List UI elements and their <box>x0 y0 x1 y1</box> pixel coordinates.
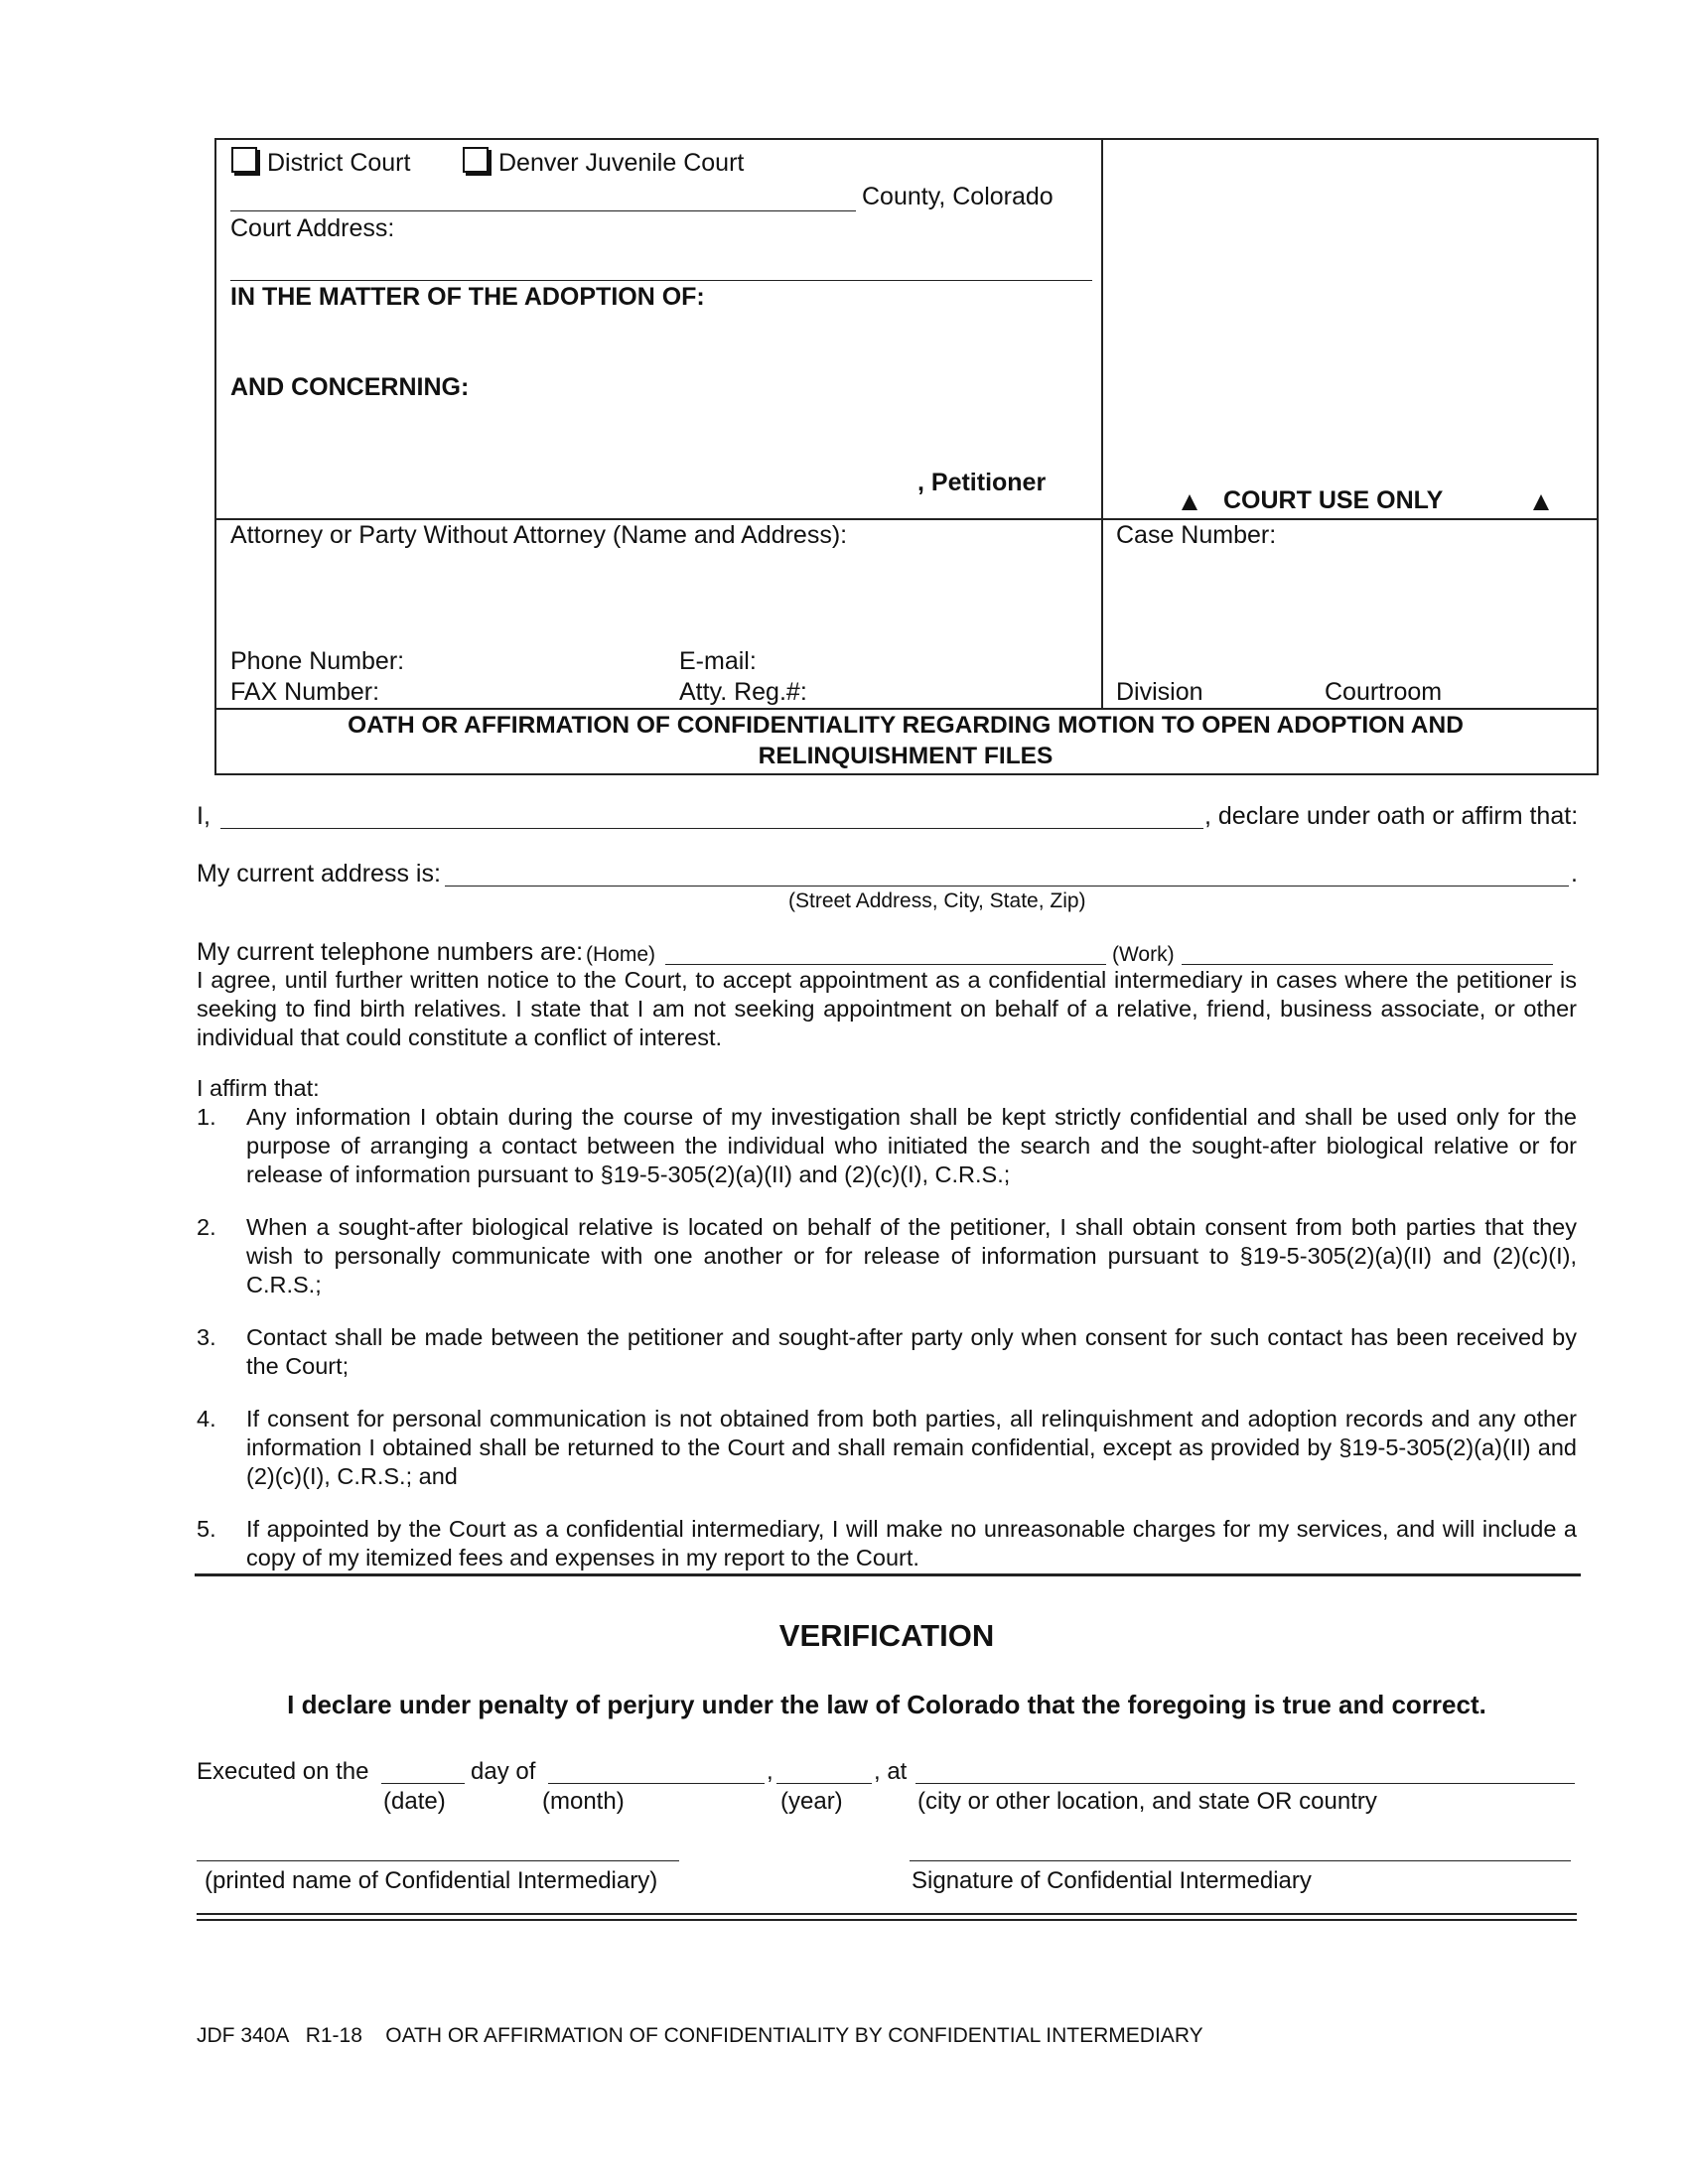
petitioner-label: , Petitioner <box>917 469 1047 496</box>
location-hint: (city or other location, and state OR country <box>917 1788 1377 1815</box>
denver-juvenile-court-checkbox[interactable] <box>463 147 489 173</box>
month-comma: , <box>767 1758 774 1785</box>
court-address-label: Court Address: <box>230 214 395 242</box>
attorney-label: Attorney or Party Without Attorney (Name and Address): <box>230 521 848 549</box>
atty-reg-label: Atty. Reg.#: <box>679 678 807 706</box>
printed-name-hint: (printed name of Confidential Intermediary) <box>205 1867 658 1894</box>
location-line[interactable] <box>915 1783 1575 1784</box>
address-hint: (Street Address, City, State, Zip) <box>788 889 1086 912</box>
county-name-line[interactable] <box>230 210 856 211</box>
date-line[interactable] <box>381 1783 465 1784</box>
declare-label: , declare under oath or affirm that: <box>1204 802 1579 830</box>
court-option-district[interactable]: District Court <box>231 147 410 178</box>
work-phone-line[interactable] <box>1182 964 1553 965</box>
item-4-text: If consent for personal communication is not obtained from both parties, all relinquishment and adoption records and any other information I obtained shall be returned to the Court and shall remain confidential, except as provided by §19-5-305(2)(a)(II) and (2)(c)(I), C.R.S.; and <box>246 1406 1577 1489</box>
declarant-name-line[interactable] <box>220 828 1203 829</box>
month-line[interactable] <box>548 1783 765 1784</box>
court-use-only-label: COURT USE ONLY <box>1223 486 1444 514</box>
affirm-label: I affirm that: <box>197 1075 320 1101</box>
signature-hint: Signature of Confidential Intermediary <box>912 1867 1312 1894</box>
caption-divider-row1 <box>214 518 1597 520</box>
work-label: (Work) <box>1112 943 1175 966</box>
form-title-line2: RELINQUISHMENT FILES <box>758 743 1054 769</box>
address-line[interactable] <box>445 886 1569 887</box>
verification-declaration: I declare under penalty of perjury under the law of Colorado that the foregoing is true and correct. <box>287 1690 1486 1719</box>
case-number-label: Case Number: <box>1116 521 1277 549</box>
item-5-number: 5. <box>197 1516 216 1542</box>
court-address-line[interactable] <box>230 280 1092 281</box>
courtroom-label: Courtroom <box>1325 678 1443 706</box>
address-label: My current address is: <box>197 860 441 887</box>
at-label: , at <box>874 1758 908 1785</box>
caption-divider-vertical <box>1101 138 1103 708</box>
item-1-text: Any information I obtain during the course of my investigation shall be kept strictly confidential and shall be used only for the purpose of arranging a contact between the individual who initiated the search and the sought-after biological relative or for release of information pursuant to §19-5-305(2)(a)(II) and (2)(c)(I), C.R.S.; <box>246 1104 1577 1187</box>
phone-number-label: Phone Number: <box>230 647 405 675</box>
double-rule-bottom <box>197 1919 1577 1921</box>
item-1-number: 1. <box>197 1104 216 1130</box>
item-5-text: If appointed by the Court as a confidential intermediary, I will make no unreasonable charges for my services, and will include a copy of my itemized fees and expenses in my report to the Court. <box>246 1516 1577 1570</box>
item-4-number: 4. <box>197 1406 216 1432</box>
item-2-text: When a sought-after biological relative is located on behalf of the petitioner, I shall obtain consent from both parties that they wish to personally communicate with one another or for release of information pursuant to §19-5-305(2)(a)(II) and (2)(c)(I), C.R.S.; <box>246 1214 1577 1297</box>
item-2-number: 2. <box>197 1214 216 1240</box>
division-label: Division <box>1116 678 1203 706</box>
signature-line[interactable] <box>910 1860 1571 1861</box>
verification-heading: VERIFICATION <box>778 1618 995 1653</box>
form-footer: JDF 340A R1-18 OATH OR AFFIRMATION OF CONFIDENTIALITY BY CONFIDENTIAL INTERMEDIARY <box>197 2024 1203 2047</box>
and-concerning-label: AND CONCERNING: <box>230 373 470 401</box>
declarant-prefix: I, <box>197 802 211 830</box>
email-label: E-mail: <box>679 647 757 675</box>
agree-paragraph: I agree, until further written notice to the Court, to accept appointment as a confidential intermediary in cases where the petitioner is seeking to find birth relatives. I state that I am not seeking appointment on behalf of a relative, friend, business associate, or other individual that could constitute a conflict of interest. <box>197 967 1577 1050</box>
up-arrow-icon <box>1533 494 1549 510</box>
phone-label: My current telephone numbers are: <box>197 938 584 966</box>
up-arrow-icon <box>1182 494 1197 510</box>
item-3-text: Contact shall be made between the petitioner and sought-after party only when consent for such contact has been received by the Court; <box>246 1324 1577 1379</box>
executed-on-label: Executed on the <box>197 1758 369 1785</box>
court-use-only <box>1182 486 1559 516</box>
item-3-number: 3. <box>197 1324 216 1350</box>
form-title <box>216 710 1595 771</box>
body-end-rule <box>195 1573 1581 1576</box>
county-label: County, Colorado <box>862 183 1054 210</box>
district-court-checkbox[interactable] <box>231 147 257 173</box>
double-rule-top <box>197 1913 1577 1915</box>
fax-number-label: FAX Number: <box>230 678 380 706</box>
day-of-label: day of <box>471 1758 536 1785</box>
home-label: (Home) <box>586 943 656 966</box>
month-hint: (month) <box>542 1788 625 1815</box>
printed-name-line[interactable] <box>197 1860 679 1861</box>
address-period: . <box>1571 860 1578 887</box>
adoption-matter-label: IN THE MATTER OF THE ADOPTION OF: <box>230 283 705 311</box>
date-hint: (date) <box>383 1788 446 1815</box>
court-option-denver-juvenile[interactable]: Denver Juvenile Court <box>463 147 744 178</box>
year-hint: (year) <box>780 1788 843 1815</box>
home-phone-line[interactable] <box>665 964 1106 965</box>
form-title-line1: OATH OR AFFIRMATION OF CONFIDENTIALITY REGARDING MOTION TO OPEN ADOPTION AND <box>348 712 1464 739</box>
year-line[interactable] <box>776 1783 872 1784</box>
